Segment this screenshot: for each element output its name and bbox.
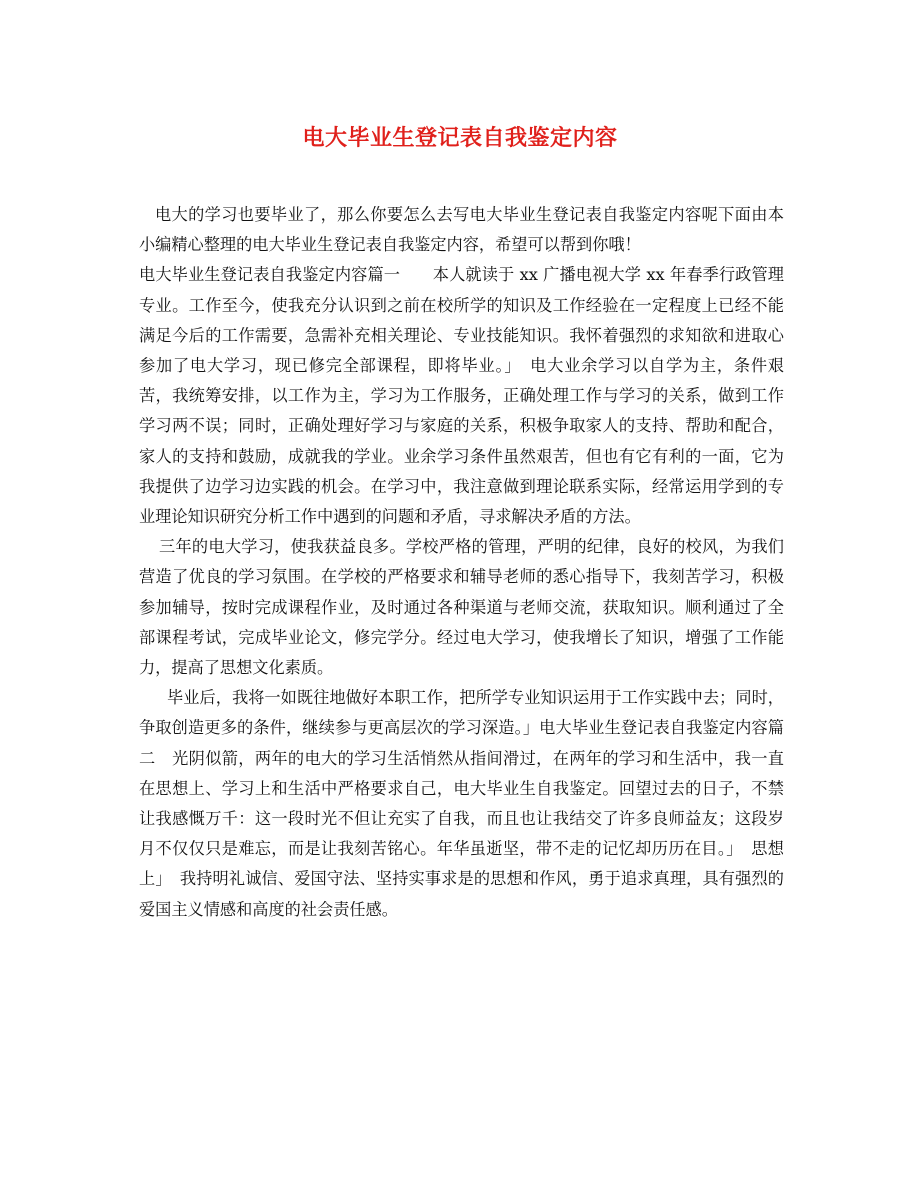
document-body: [139, 200, 784, 925]
after-graduation-paragraph: 毕业后，我将一如既往地做好本职工作，把所学专业知识运用于工作实践中去；同时，争取创造更多的条件，继续参与更高层次的学习深造。」电大毕业生登记表自我鉴定内容篇二 光阴似箭，两年的电大的学习生活悄然从指间滑过，在两年的学习和生活中，我一直在思想上、学习上和生活中严格要求自己，电大毕业生自我鉴定。回望过去的日子，不禁让我感慨万千：这一段时光不但让充实了自我，而且也让我结交了许多良师益友；这段岁月不仅仅只是难忘，而是让我刻苦铭心。年华虽逝坚，带不走的记忆却历历在目。」 思想上」 我持明礼诚信、爱国守法、坚持实事求是的思想和作风，勇于追求真理，具有强烈的爱国主义情感和高度的社会责任感。: [139, 688, 784, 919]
study-summary-paragraph: 三年的电大学习，使我获益良多。学校严格的管理，严明的纪律，良好的校风，为我们营造了优良的学习氛围。在学校的严格要求和辅导老师的悉心指导下，我刻苦学习，积极参加辅导，按时完成课程作业，及时通过各种渠道与老师交流，获取知识。顺利通过了全部课程考试，完成毕业论文，修完学分。经过电大学习，使我增长了知识，增强了工作能力，提高了思想文化素质。: [139, 537, 784, 678]
part-one-paragraph: 电大毕业生登记表自我鉴定内容篇一 本人就读于 xx 广播电视大学 xx 年春季行政管理专业。工作至今，使我充分认识到之前在校所学的知识及工作经验在一定程度上已经不能满足今后的工作需要，急需补充相关理论、专业技能知识。我怀着强烈的求知欲和进取心参加了电大学习，现已修完全部课程，即将毕业。」 电大业余学习以自学为主，条件艰苦，我统筹安排，以工作为主，学习为工作服务，正确处理工作与学习的关系，做到工作学习两不误；同时，正确处理好学习与家庭的关系，积极争取家人的支持、帮助和配合，家人的支持和鼓励，成就我的学业。业余学习条件虽然艰苦，但也有它有利的一面，它为我提供了边学习边实践的机会。在学习中，我注意做到理论联系实际，经常运用学到的专业理论知识研究分析工作中遇到的问题和矛盾，寻求解决矛盾的方法。: [139, 265, 784, 527]
intro-paragraph: 电大的学习也要毕业了，那么你要怎么去写电大毕业生登记表自我鉴定内容呢下面由本小编精心整理的电大毕业生登记表自我鉴定内容，希望可以帮到你哦！: [139, 205, 784, 255]
document-title: 电大毕业生登记表自我鉴定内容: [302, 125, 618, 151]
